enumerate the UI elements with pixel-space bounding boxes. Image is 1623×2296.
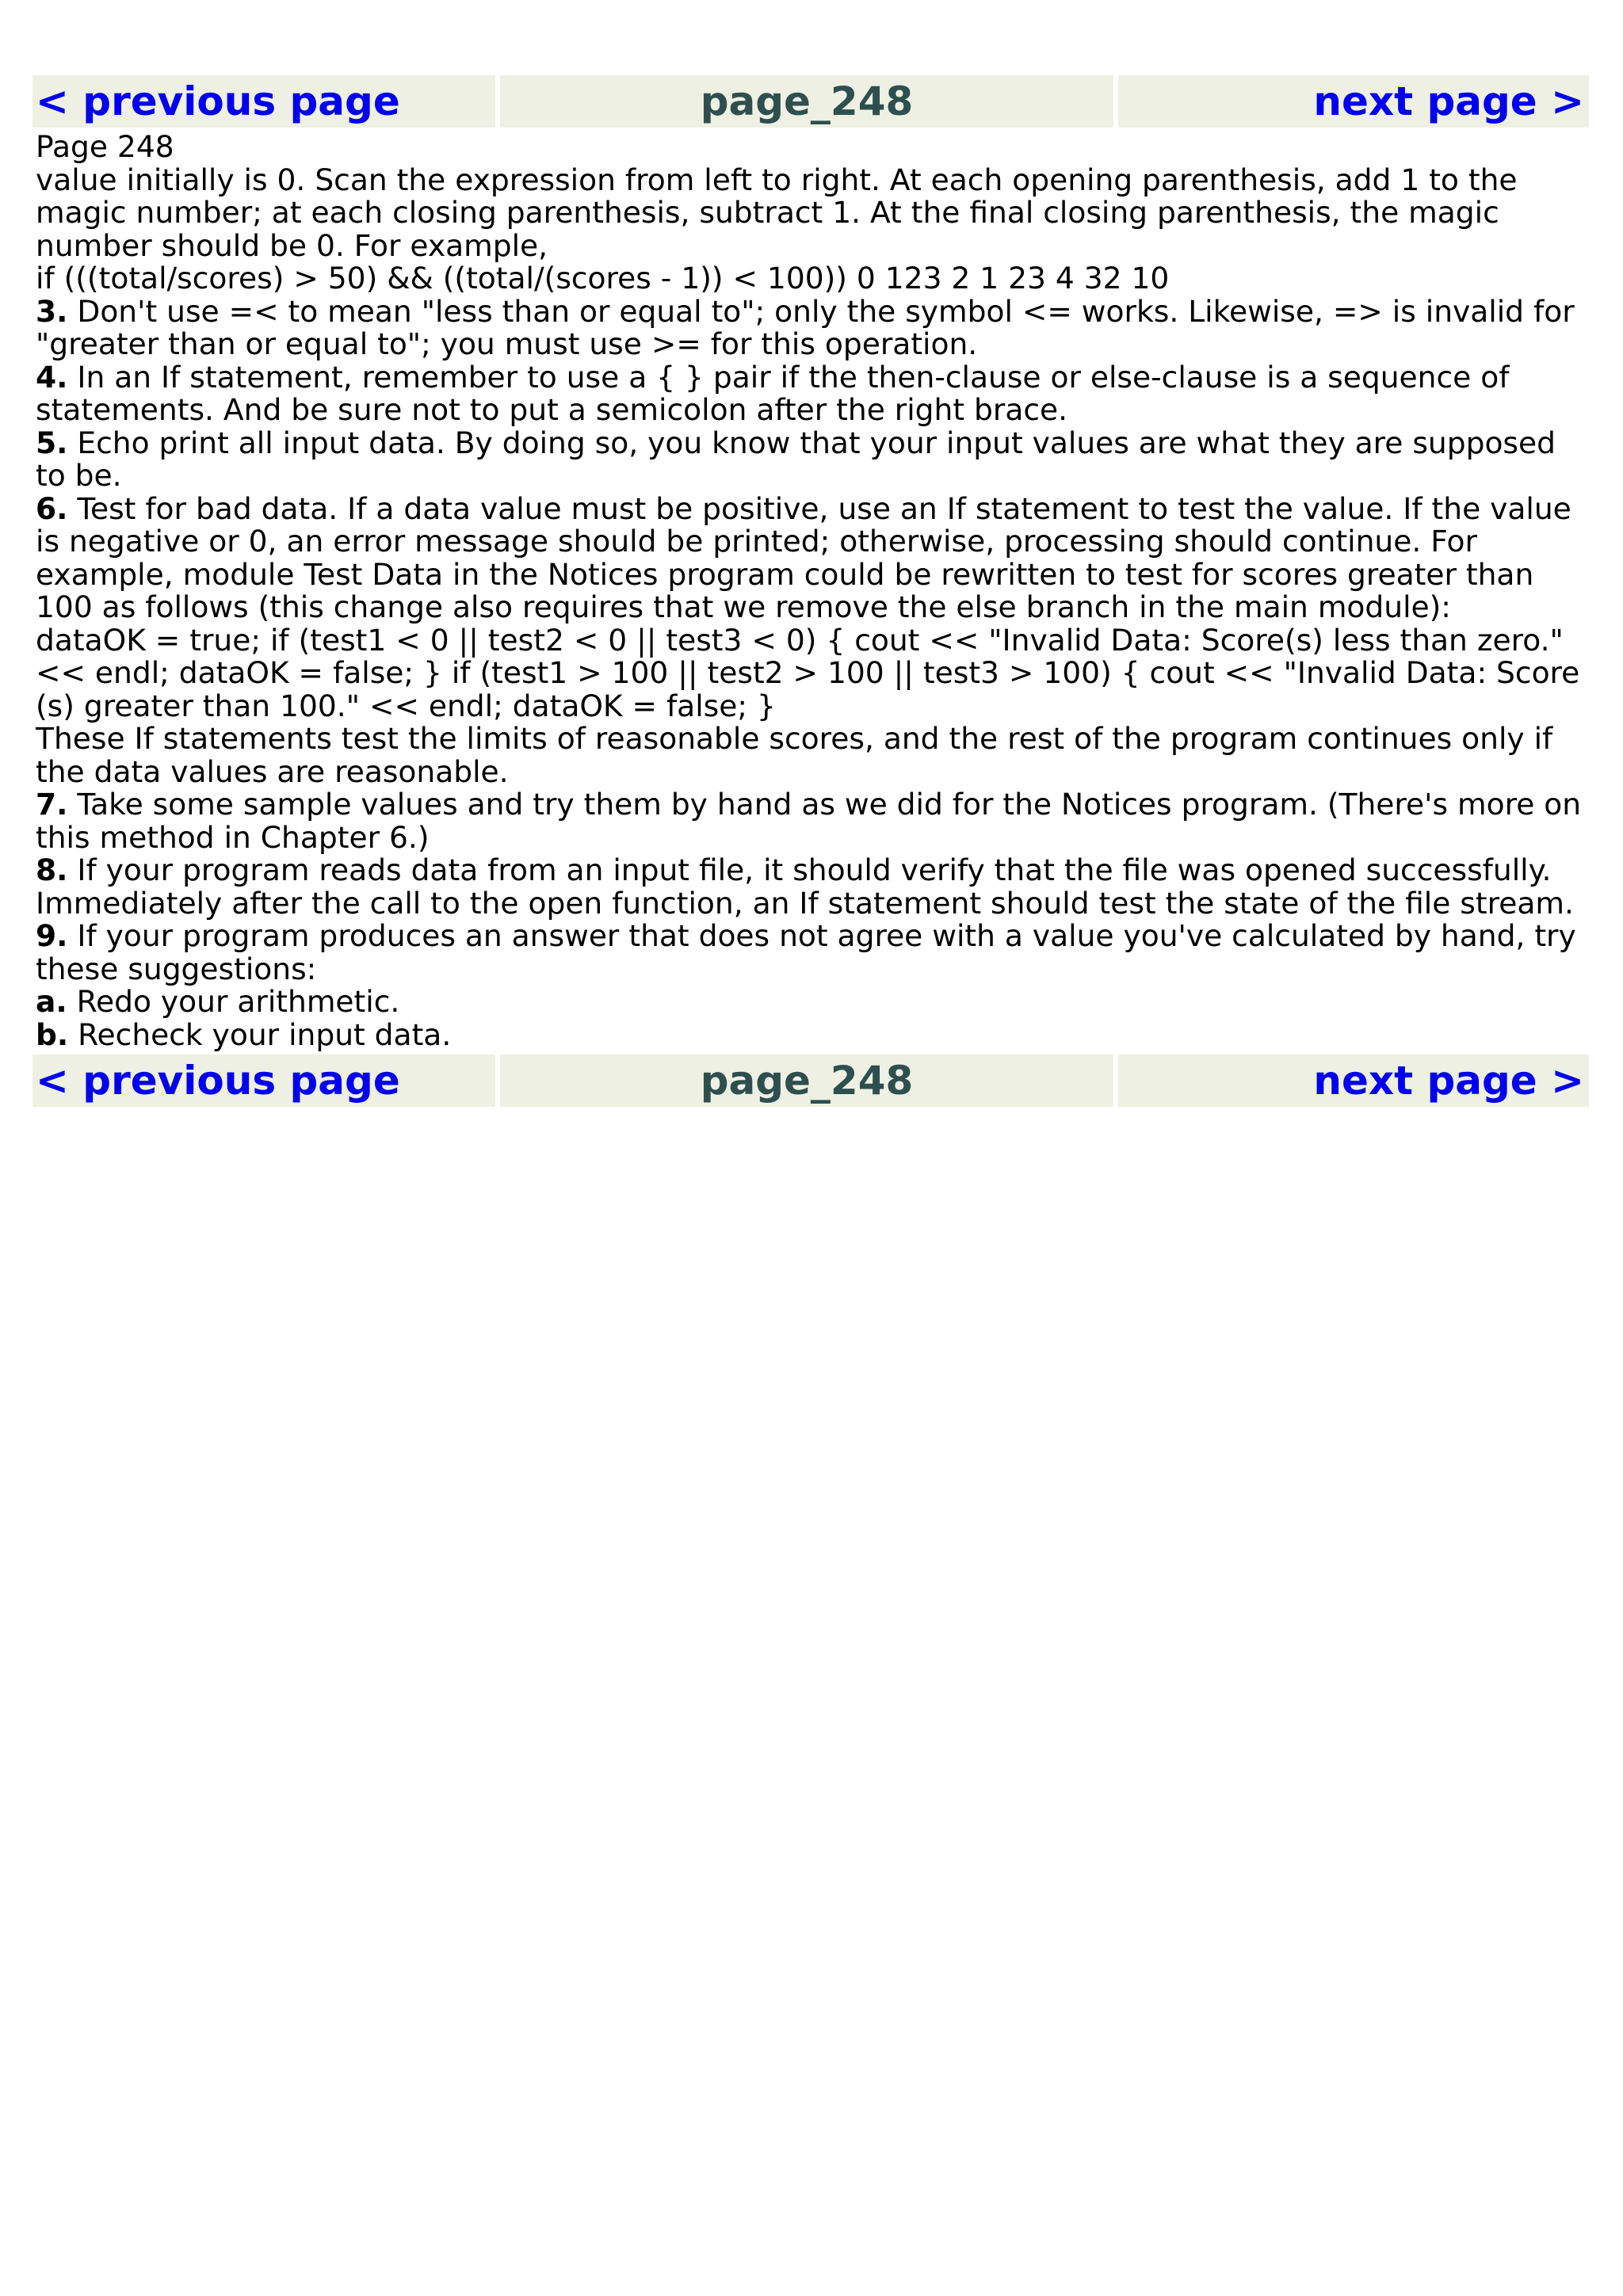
- example-code: if (((total/scores) > 50) && ((total/(scores - 1)) < 100)) 0 123 2 1 23 4 32 10: [36, 261, 1170, 296]
- item-number: 7.: [36, 787, 68, 822]
- item-text: Recheck your input data.: [68, 1016, 452, 1052]
- item-number: 4.: [36, 359, 68, 395]
- nav-prev-cell: [32, 1055, 495, 1107]
- list-item-3: [36, 293, 1589, 361]
- next-page-link[interactable]: next page >: [1313, 78, 1584, 124]
- item-text: Take some sample values and try them by hand as we did for the Notices program. (There's more on this method in Chapter 6.): [36, 787, 1582, 855]
- item-text: In an If statement, remember to use a { } pair if the then-clause or else-clause is a sequence of statements. And be sure not to put a semicolon after the right brace.: [36, 359, 1510, 427]
- page-header: Page 248: [36, 129, 174, 164]
- sub-item-a: [36, 986, 1589, 1019]
- item-number: 6.: [36, 490, 68, 526]
- code-block: dataOK = true; if (test1 < 0 || test2 < 0 || test3 < 0) { cout << "Invalid Data: Score(s) less than zero." << endl; dataOK = false; } if (test1 > 100 || test2 > 100 || test3 > 100) { cout << "Invalid Data: Score (s) greater than 100." << endl; dataOK = false; }: [36, 622, 1580, 723]
- list-item-8: [36, 854, 1589, 920]
- item-number: 8.: [36, 852, 68, 887]
- item-number: b.: [36, 1016, 69, 1052]
- previous-page-link[interactable]: < previous page: [36, 78, 400, 124]
- item-text: Don't use =< to mean "less than or equal to"; only the symbol <= works. Likewise, => is invalid for "greater than or equal to"; you must use >= for this operation.: [36, 293, 1575, 361]
- item-text: If your program reads data from an input file, it should verify that the file was opened successfully. Immediately after the call to the open function, an If statement should test the state of the file stream.: [36, 852, 1574, 921]
- intro-paragraph: value initially is 0. Scan the expression from left to right. At each opening parenthesis, add 1 to the magic number; at each closing parenthesis, subtract 1. At the final closing parenthesis, the magic number should be 0. For example,: [36, 162, 1518, 263]
- item-number: 9.: [36, 918, 68, 953]
- page-number-label: page_248: [500, 1055, 1113, 1107]
- item-text: If your program produces an answer that does not agree with a value you've calculated by hand, try these suggestions:: [36, 918, 1576, 986]
- page-content: [32, 128, 1594, 1053]
- item-text: Echo print all input data. By doing so, you know that your input values are what they are supposed to be.: [36, 425, 1556, 493]
- item-number: 5.: [36, 425, 68, 460]
- item-number: a.: [36, 984, 67, 1019]
- list-item-9: [36, 920, 1589, 986]
- previous-page-link[interactable]: < previous page: [36, 1058, 400, 1104]
- item-number: 3.: [36, 293, 68, 329]
- nav-next-cell: [1118, 1055, 1589, 1107]
- bottom-navigation-bar: [32, 1055, 1594, 1107]
- list-item-4: [36, 361, 1589, 427]
- list-item-5: [36, 427, 1589, 493]
- list-item-6: [36, 490, 1589, 624]
- document-page: [32, 75, 1594, 1107]
- page-number-label: page_248: [500, 75, 1113, 128]
- top-navigation-bar: [32, 75, 1594, 128]
- list-item-7: [36, 788, 1589, 854]
- item-text: Redo your arithmetic.: [67, 984, 400, 1019]
- next-page-link[interactable]: next page >: [1313, 1058, 1584, 1104]
- sub-item-b: [36, 1016, 1589, 1052]
- item-text: Test for bad data. If a data value must be positive, use an If statement to test the value. If the value is negative or 0, an error message should be printed; otherwise, processing should continue. For example, module Test Data in the Notices program could be rewritten to test for scores greater than 100 as follows (this change also requires that we remove the else branch in the main module):: [36, 490, 1571, 624]
- nav-prev-cell: [32, 75, 495, 128]
- nav-next-cell: [1118, 75, 1589, 128]
- after-code-paragraph: These If statements test the limits of reasonable scores, and the rest of the program continues only if the data values are reasonable.: [36, 721, 1553, 789]
